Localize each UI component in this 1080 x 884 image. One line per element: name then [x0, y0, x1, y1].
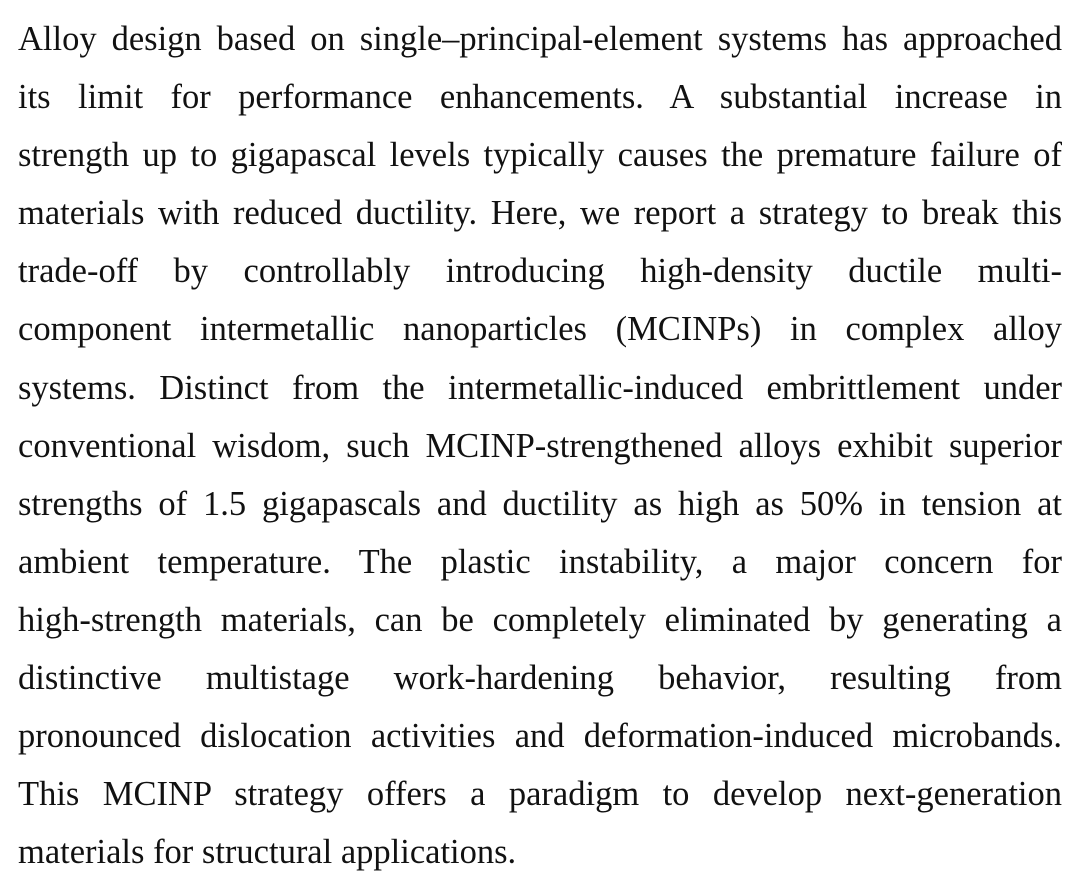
text-line: component intermetallic nanoparticles (MCINPs) in complex alloy [18, 310, 1062, 349]
text-line: high-strength materials, can be completely eliminated by generating a [18, 600, 1062, 639]
text-line: materials with reduced ductility. Here, we report a strategy to break this [18, 194, 1062, 233]
text-line: strengths of 1.5 gigapascals and ductility as high as 50% in tension at [18, 484, 1062, 523]
text-line: pronounced dislocation activities and deformation-induced microbands. [18, 717, 1062, 756]
text-line: distinctive multistage work-hardening behavior, resulting from [18, 659, 1062, 698]
text-line: its limit for performance enhancements. A substantial increase in [18, 78, 1062, 117]
text-line: strength up to gigapascal levels typically causes the premature failure of [18, 136, 1062, 175]
abstract-paragraph [18, 10, 1062, 881]
text-line: This MCINP strategy offers a paradigm to develop next-generation [18, 775, 1062, 814]
text-line: conventional wisdom, such MCINP-strengthened alloys exhibit superior [18, 426, 1062, 465]
text-line: systems. Distinct from the intermetallic-induced embrittlement under [18, 368, 1062, 407]
text-line: ambient temperature. The plastic instability, a major concern for [18, 542, 1062, 581]
text-line: Alloy design based on single–principal-element systems has approached [18, 20, 1062, 58]
text-line: materials for structural applications. [18, 833, 517, 872]
text-line: trade-off by controllably introducing high-density ductile multi- [18, 252, 1062, 291]
